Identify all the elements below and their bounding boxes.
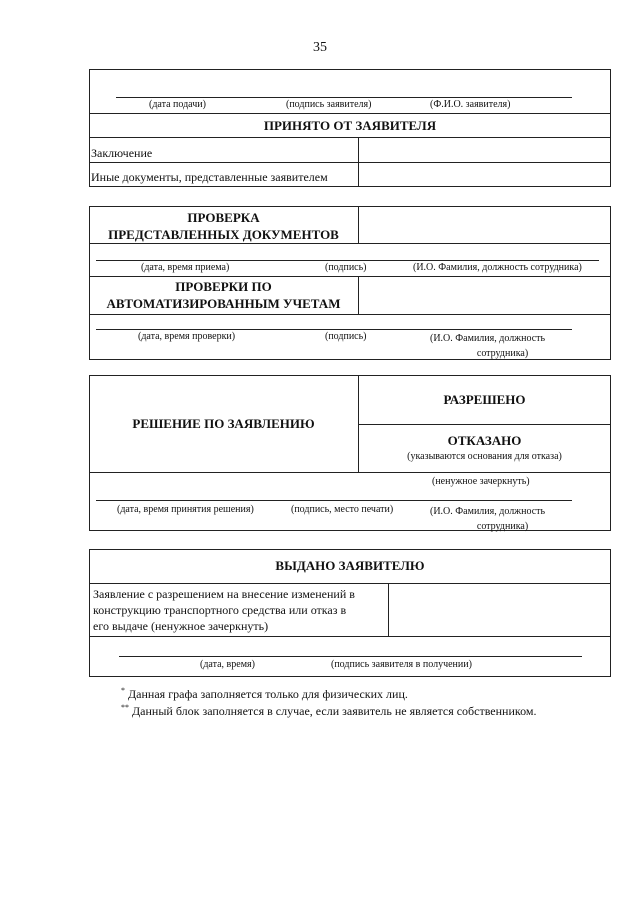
heading-line: ПРОВЕРКА — [187, 210, 260, 225]
divider — [89, 113, 611, 114]
conclusion-label: Заключение — [91, 146, 153, 160]
caption-employee-fio: (И.О. Фамилия, должность сотрудника) — [413, 262, 582, 273]
description-line: Заявление с разрешением на внесение изменений в — [93, 587, 355, 601]
footnote-text: Данная графа заполняется только для физических лиц. — [128, 687, 408, 701]
signature-line — [96, 329, 572, 330]
refused-option: ОТКАЗАНО — [447, 433, 522, 448]
divider — [358, 206, 359, 243]
divider — [89, 276, 611, 277]
page-number: 35 — [313, 40, 327, 55]
divider — [358, 424, 611, 425]
strike-unnecessary-note: (ненужное зачеркнуть) — [432, 476, 530, 487]
decision-heading: РЕШЕНИЕ ПО ЗАЯВЛЕНИЮ — [132, 416, 315, 431]
other-documents-label: Иные документы, представленные заявителем — [91, 170, 328, 184]
issued-to-applicant-heading: ВЫДАНО ЗАЯВИТЕЛЮ — [275, 558, 425, 573]
divider — [388, 583, 389, 636]
footnote-individuals — [121, 686, 408, 702]
footnote-not-owner — [121, 703, 536, 719]
caption-signature: (подпись) — [325, 262, 367, 273]
divider — [89, 636, 611, 637]
issued-document-description — [93, 586, 355, 634]
caption-applicant-fio: (Ф.И.О. заявителя) — [430, 99, 511, 110]
signature-line — [96, 500, 572, 501]
allowed-option: РАЗРЕШЕНО — [443, 392, 526, 407]
caption-signature: (подпись) — [325, 331, 367, 342]
caption-signature-stamp: (подпись, место печати) — [291, 504, 394, 515]
caption-submit-date: (дата подачи) — [149, 99, 206, 110]
heading-line: ПРОВЕРКИ ПО — [175, 279, 272, 294]
signature-line — [119, 656, 582, 657]
caption-issue-date: (дата, время) — [200, 659, 255, 670]
footnote-mark: ** — [121, 703, 129, 712]
description-line: конструкцию транспортного средства или отказ в — [93, 603, 347, 617]
description-line: его выдаче (ненужное зачеркнуть) — [93, 619, 269, 633]
caption-receipt-signature: (подпись заявителя в получении) — [331, 659, 472, 670]
divider — [89, 583, 611, 584]
caption-receive-date: (дата, время приема) — [141, 262, 230, 273]
caption-applicant-signature: (подпись заявителя) — [286, 99, 372, 110]
divider — [89, 314, 611, 315]
document-check-heading — [89, 209, 358, 243]
divider — [89, 162, 611, 163]
caption-line: сотрудника) — [476, 348, 529, 359]
signature-line — [96, 260, 599, 261]
caption-line: (И.О. Фамилия, должность — [430, 333, 546, 344]
caption-line: (И.О. Фамилия, должность — [430, 506, 546, 517]
heading-line: ПРЕДСТАВЛЕННЫХ ДОКУМЕНТОВ — [108, 227, 339, 242]
heading-line: АВТОМАТИЗИРОВАННЫМ УЧЕТАМ — [106, 296, 341, 311]
signature-line — [116, 97, 572, 98]
divider — [89, 243, 611, 244]
refusal-reason-note: (указываются основания для отказа) — [407, 451, 562, 462]
footnote-mark: * — [121, 686, 125, 695]
divider — [358, 276, 359, 314]
footnote-text: Данный блок заполняется в случае, если заявитель не является собственником. — [132, 704, 537, 718]
divider — [89, 472, 611, 473]
caption-decision-date: (дата, время принятия решения) — [117, 504, 254, 515]
divider — [89, 137, 611, 138]
caption-employee-fio — [430, 504, 545, 534]
caption-check-date: (дата, время проверки) — [138, 331, 236, 342]
caption-employee-fio — [430, 331, 545, 361]
automated-records-check-heading — [89, 278, 358, 312]
caption-line: сотрудника) — [476, 521, 529, 532]
received-from-applicant-heading: ПРИНЯТО ОТ ЗАЯВИТЕЛЯ — [263, 118, 437, 133]
